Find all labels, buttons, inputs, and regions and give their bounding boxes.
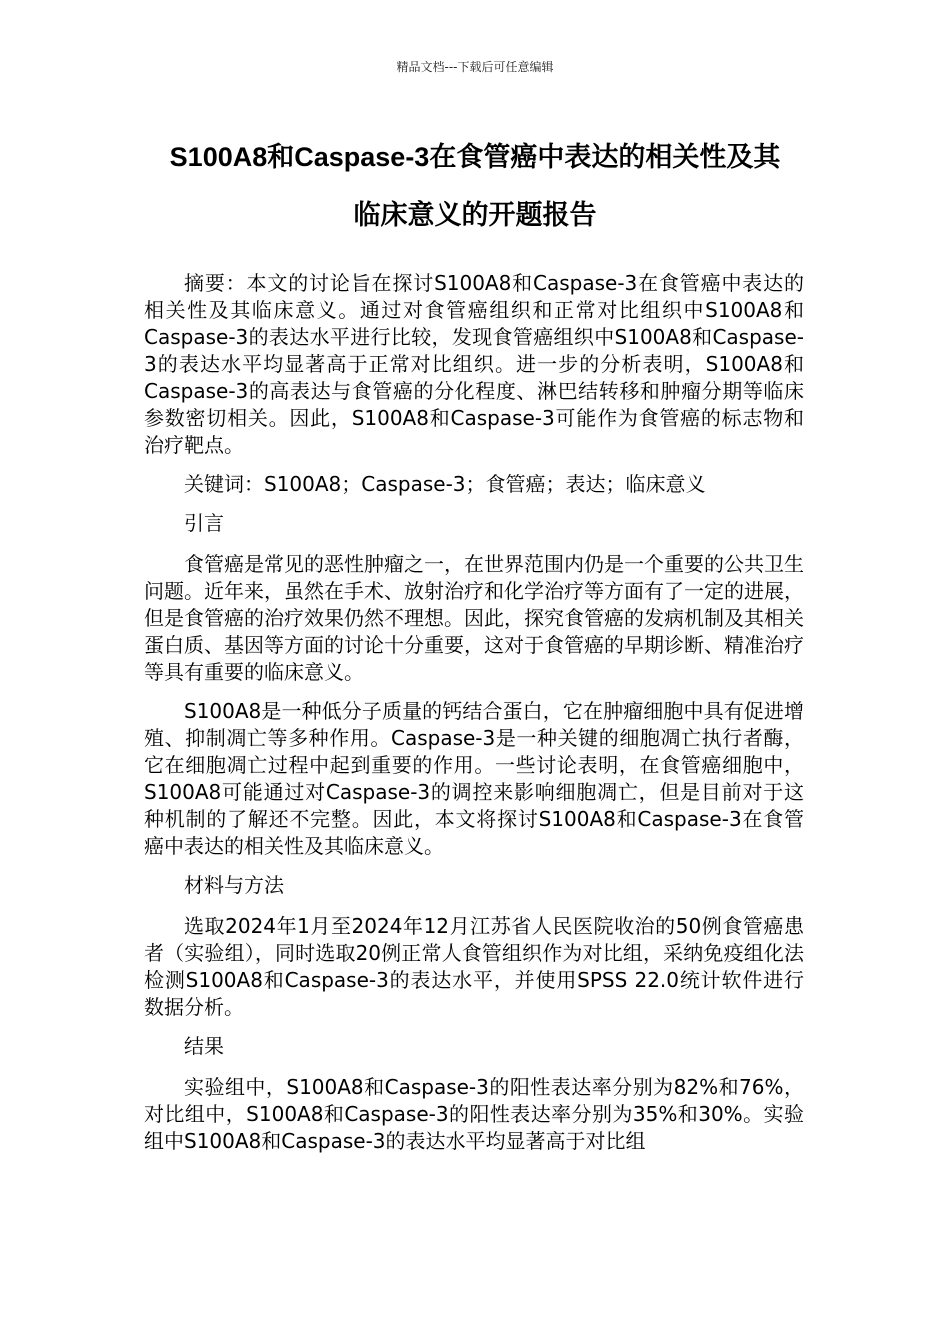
- intro-paragraph-1: 食管癌是常见的恶性肿瘤之一，在世界范围内仍是一个重要的公共卫生问题。近年来，虽然在手术、放射治疗和化学治疗等方面有了一定的进展，但是食管癌的治疗效果仍然不理想。因此，探究食管癌的发病机制及其相关蛋白质、基因等方面的讨论十分重要，这对于食管癌的早期诊断、精准治疗等具有重要的临床意义。: [144, 552, 804, 684]
- results-paragraph: 实验组中，S100A8和Caspase-3的阳性表达率分别为82%和76%，对比组中，S100A8和Caspase-3的阳性表达率分别为35%和30%。实验组中S100A8和Caspase-3的表达水平均显著高于对比组: [144, 1075, 804, 1153]
- results-heading: 结果: [184, 1034, 224, 1058]
- page-header-note: 精品文档---下载后可任意编辑: [396, 60, 554, 74]
- keywords-paragraph: 关键词：S100A8；Caspase-3；食管癌；表达；临床意义: [184, 472, 706, 496]
- intro-heading: 引言: [184, 511, 224, 535]
- abstract-paragraph: 摘要：本文的讨论旨在探讨S100A8和Caspase-3在食管癌中表达的相关性及其临床意义。通过对食管癌组织和正常对比组织中S100A8和Caspase-3的表达水平进行比较，发现食管癌组织中S100A8和Caspase-3的表达水平均显著高于正常对比组织。进一步的分析表明，S100A8和Caspase-3的高表达与食管癌的分化程度、淋巴结转移和肿瘤分期等临床参数密切相关。因此，S100A8和Caspase-3可能作为食管癌的标志物和治疗靶点。: [144, 271, 804, 457]
- document-body: [144, 270, 804, 1167]
- methods-heading: 材料与方法: [184, 873, 284, 897]
- methods-paragraph: 选取2024年1月至2024年12月江苏省人民医院收治的50例食管癌患者（实验组），同时选取20例正常人食管组织作为对比组，采纳免疫组化法检测S100A8和Caspase-3的表达水平，并使用SPSS 22.0统计软件进行数据分析。: [144, 914, 804, 1019]
- title-line-2: 临床意义的开题报告: [353, 200, 597, 230]
- title-line-1: S100A8和Caspase-3在食管癌中表达的相关性及其: [169, 142, 781, 172]
- intro-paragraph-2: S100A8是一种低分子质量的钙结合蛋白，它在肿瘤细胞中具有促进增殖、抑制凋亡等多种作用。Caspase-3是一种关键的细胞凋亡执行者酶，它在细胞凋亡过程中起到重要的作用。一些讨论表明，在食管癌细胞中，S100A8可能通过对Caspase-3的调控来影响细胞凋亡，但是目前对于这种机制的了解还不完整。因此，本文将探讨S100A8和Caspase-3在食管癌中表达的相关性及其临床意义。: [144, 699, 804, 858]
- document-title: [130, 128, 820, 244]
